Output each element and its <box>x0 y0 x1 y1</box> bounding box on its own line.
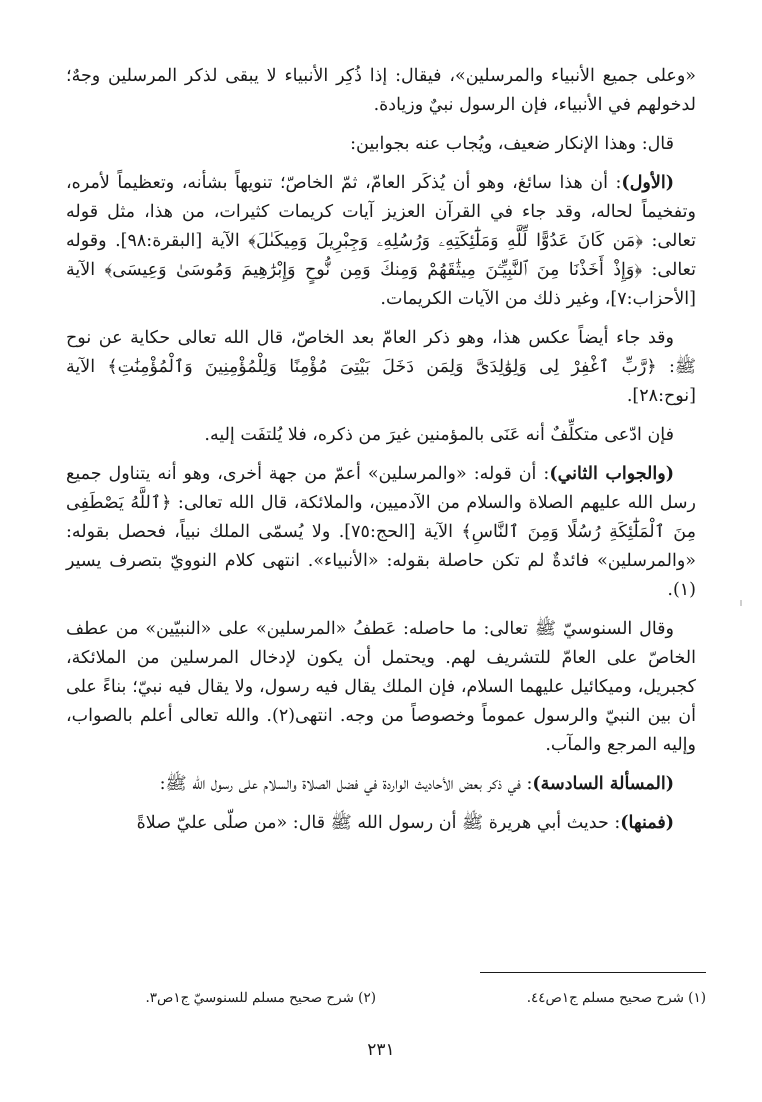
paragraph-text: وقال السنوسيّ ﷺ تعالى: ما حاصله: عَطفُ «المرسلين» على «النبيّين» من عطف الخاصّ على العامّ للتشريف لهم. ويحتمل أن يكون لإدخال المرسلين من الملائكة، كجبريل، وميكائيل عليهما السلام، فإن الملك يقال فيه رسول، ولا يقال فيه نبيّ؛ بناءً على أن بين النبيّ والرسول عموماً وخصوصاً من وجه. انتهى(٢). والله تعالى أعلم بالصواب، وإليه المرجع والمآب. <box>66 619 696 755</box>
paragraph-sixth-issue <box>66 770 696 799</box>
paragraph-text: «وعلى جميع الأنبياء والمرسلين»، فيقال: إذا ذُكِر الأنبياء لا يبقى لذكر المرسلين وجهٌ؛ لدخولهم في الأنبياء، فإن الرسول نبيٌ وزيادة. <box>66 66 696 115</box>
page-number: ٢٣١ <box>367 1040 395 1060</box>
footnote-1: (١) شرح صحيح مسلم ج١ص٤٤. <box>526 990 706 1006</box>
paragraph-second-answer <box>66 460 696 605</box>
paragraph-sanusi <box>66 615 696 760</box>
paragraph-reverse-case <box>66 324 696 411</box>
paragraph-first-answer <box>66 169 696 314</box>
paragraph-text: : أن هذا سائغ، وهو أن يُذكَر العامّ، ثمّ الخاصّ؛ تنويهاً بشأنه، وتعظيماً لأمره، وتفخيماً لحاله، وقد جاء في القرآن العزيز آيات كريمات كثيرات، من هذا، مثل قوله تعالى: ﴿مَن كَانَ عَدُوًّا لِّلَّهِ وَمَلَٰٓئِكَتِهِۦ وَرُسُلِهِۦ وَجِبْرِيلَ وَمِيكَىٰلَ﴾ الآية [البقرة:٩٨]. وقوله تعالى: ﴿وَإِذْ أَخَذْنَا مِنَ ٱلنَّبِيِّـۧنَ مِيثَٰقَهُمْ وَمِنكَ وَمِن نُّوحٍ وَإِبْرَٰهِيمَ وَمُوسَىٰ وَعِيسَى﴾ الآية [الأحزاب:٧]، وغير ذلك من الآيات الكريمات. <box>66 173 696 309</box>
paragraph-text: : أن قوله: «والمرسلين» أعمّ من جهة أخرى، وهو أنه يتناول جميع رسل الله عليهم الصلاة والسلام من الآدميين، والملائكة، قال الله تعالى: ﴿ٱللَّهُ يَصْطَفِى مِنَ ٱلْمَلَٰٓئِكَةِ رُسُلًا وَمِنَ ٱلنَّاسِ﴾ الآية [الحج:٧٥]. ولا يُسمّى الملك نبياً، فحصل بقوله: «والمرسلين» فائدةٌ لم تكن حاصلة بقوله: «الأنبياء». انتهى كلام النوويّ بتصرف يسير (١). <box>66 464 696 600</box>
page-body <box>66 62 696 848</box>
paragraph-text: فإن ادّعى متكلِّفٌ أنه عَنَى بالمؤمنين غيرَ من ذكره، فلا يُلتفَت إليه. <box>204 425 674 445</box>
paragraph-objection <box>66 421 696 450</box>
footnote-row <box>66 986 706 1010</box>
paragraph-intro <box>66 62 696 120</box>
paragraph-text: وقد جاء أيضاً عكس هذا، وهو ذكر العامّ بعد الخاصّ، قال الله تعالى حكاية عن نوح ﷺ: ﴿رَّبِّ ٱغْفِرْ لِى وَلِوَٰلِدَىَّ وَلِمَن دَخَلَ بَيْتِىَ مُؤْمِنًا وَلِلْمُؤْمِنِينَ وَٱلْمُؤْمِنَٰتِ﴾ الآية [نوح:٢٨]. <box>66 328 696 406</box>
paragraph-text: : حديث أبي هريرة ﷺ أن رسول الله ﷺ قال: «من صلّى عليّ صلاةً <box>136 813 621 833</box>
section-lead: (فمنها) <box>620 813 674 833</box>
paragraph-reply-intro <box>66 130 696 159</box>
paragraph-hadith <box>66 809 696 838</box>
scan-mark <box>740 600 742 606</box>
section-lead: (والجواب الثاني) <box>549 464 674 484</box>
footnote-divider <box>480 972 706 973</box>
paragraph-text: : في ذكر بعض الأحاديث الواردة في فضل الصلاة والسلام على رسول الله ﷺ: <box>159 774 533 794</box>
section-lead: (المسألة السادسة) <box>532 774 674 794</box>
footnote-2: (٢) شرح صحيح مسلم للسنوسيّ ج١ص٣. <box>145 990 376 1006</box>
paragraph-text: قال: وهذا الإنكار ضعيف، ويُجاب عنه بجوابين: <box>350 134 674 154</box>
section-lead: (الأول) <box>621 173 674 193</box>
